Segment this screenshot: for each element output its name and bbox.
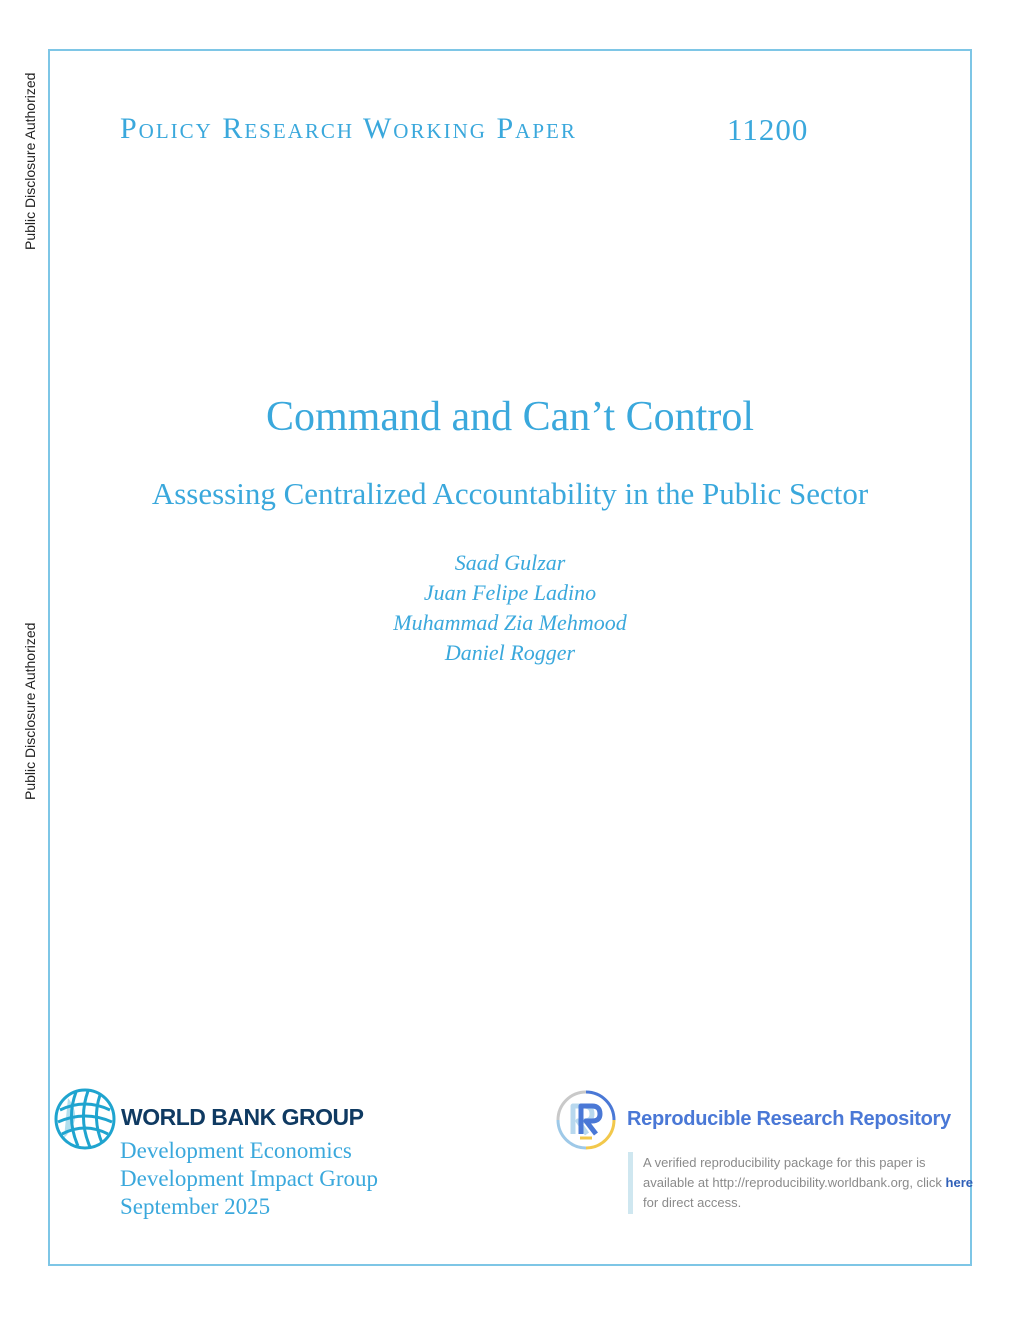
repository-name: Reproducible Research Repository <box>627 1108 951 1130</box>
author-name: Saad Gulzar <box>454 550 566 575</box>
author-name: Juan Felipe Ladino <box>423 580 597 605</box>
author-list <box>0 548 1020 668</box>
series-title: Policy Research Working Paper <box>120 112 577 145</box>
repository-note <box>643 1153 973 1213</box>
note-accent-bar <box>628 1152 633 1214</box>
org-details <box>120 1137 378 1221</box>
paper-title: Command and Can’t Control <box>265 394 755 440</box>
paper-number: 11200 <box>727 112 809 147</box>
paper-subtitle: Assessing Centralized Accountability in the Public Sector <box>151 476 869 511</box>
org-group: Development Impact Group <box>120 1166 379 1191</box>
repository-note-tail: for direct access. <box>643 1195 742 1210</box>
author-name: Daniel Rogger <box>444 640 576 665</box>
repository-link[interactable]: here <box>945 1175 973 1190</box>
author-name: Muhammad Zia Mehmood <box>393 610 627 635</box>
publication-date: September 2025 <box>120 1194 271 1219</box>
org-name: WORLD BANK GROUP <box>121 1104 364 1130</box>
globe-icon <box>54 1088 116 1150</box>
rr-monogram-icon <box>556 1090 616 1150</box>
repository-note-text: A verified reproducibility package for this paper is available at http://reproducibility.worldbank.org, click <box>643 1155 946 1190</box>
org-unit: Development Economics <box>120 1138 352 1163</box>
